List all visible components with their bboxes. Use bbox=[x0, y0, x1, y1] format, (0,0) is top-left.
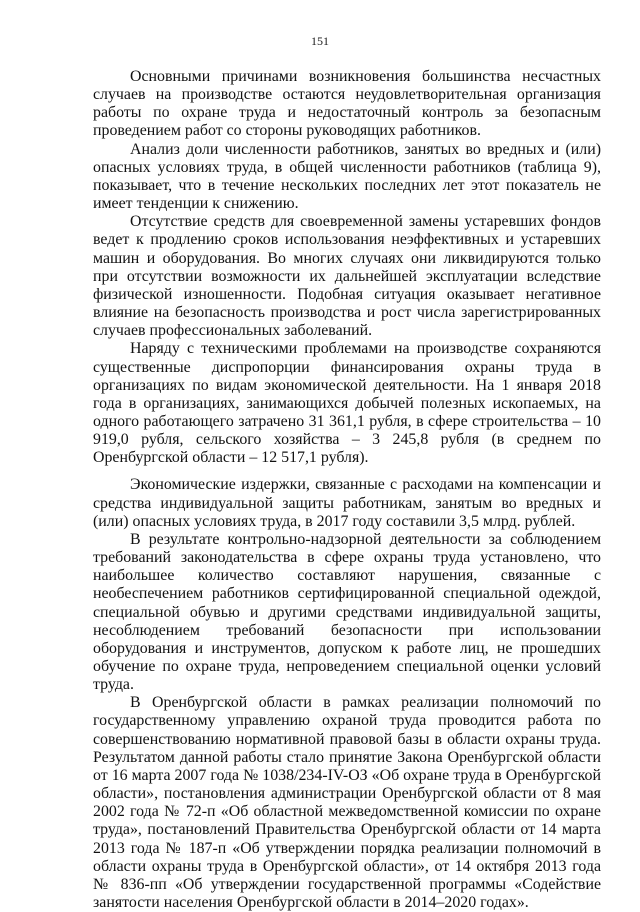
paragraph-causes-of-accidents: Основными причинами возникновения большинства несчастных случаев на производстве остаются неудовлетворительная организация работы по охране труда и недостаточный контроль за безопасным проведением работ со стороны руководящих работников. bbox=[93, 68, 601, 140]
paragraph-funding-disproportions: Наряду с техническими проблемами на производстве сохраняются существенные диспропорции финансирования охраны труда в организациях по видам экономической деятельности. На 1 января 2018 года в организациях, занимающихся добычей полезных ископаемых, на одного работающего затрачено 31 361,1 рубля, в сфере строительства – 10 919,0 рубля, сельского хозяйства – 3 245,8 рубля (в среднем по Оренбургской области – 12 517,1 рубля). bbox=[93, 340, 601, 467]
paragraph-hazardous-conditions-analysis: Анализ доли численности работников, занятых во вредных и (или) опасных условиях труда, в общей численности работников (таблица 9), показывает, что в течение нескольких последних лет этот показатель не имеет тенденции к снижению. bbox=[93, 140, 601, 213]
paragraph-inspection-results: В результате контрольно-надзорной деятельности за соблюдением требований законодательства в сфере охраны труда установлено, что наибольшее количество составляют нарушения, связанные с необеспечением работников сертифицированной специальной одеждой, специальной обувью и другими средствами индивидуальной защиты, несоблюдением требований безопасности при использовании оборудования и инструментов, допуском к работе лиц, не прошедших обучение по охране труда, непроведением специальной оценки условий труда. bbox=[93, 530, 601, 694]
document-body bbox=[93, 68, 601, 912]
paragraph-outdated-equipment: Отсутствие средств для своевременной замены устаревших фондов ведет к продлению сроков использования неэффективных и устаревших машин и оборудования. Во многих случаях они ликвидируются только при отсутствии возможности их дальнейшей эксплуатации вследствие физической изношенности. Подобная ситуация оказывает негативное влияние на безопасность производства и рост числа зарегистрированных случаев профессиональных заболеваний. bbox=[93, 213, 601, 340]
paragraph-economic-costs: Экономические издержки, связанные с расходами на компенсации и средства индивидуальной защиты работникам, занятым во вредных и (или) опасных условиях труда, в 2017 году составили 3,5 млрд. рублей. bbox=[93, 476, 601, 530]
page-number: 151 bbox=[311, 34, 329, 48]
paragraph-regional-legislation: В Оренбургской области в рамках реализации полномочий по государственному управлению охраной труда проводится работа по совершенствованию нормативной правовой базы в области охраны труда. Результатом данной работы стало принятие Закона Оренбургской области от 16 марта 2007 года № 1038/234-IV-ОЗ «Об охране труда в Оренбургской области», постановления администрации Оренбургской области от 8 мая 2002 года № 72-п «Об областной межведомственной комиссии по охране труда», постановлений Правительства Оренбургской области от 14 марта 2013 года № 187-п «Об утверждении порядка реализации полномочий в области охраны труда в Оренбургской области», от 14 октября 2013 года № 836-пп «Об утверждении государственной программы «Содействие занятости населения Оренбургской области в 2014–2020 годах». bbox=[93, 694, 601, 912]
